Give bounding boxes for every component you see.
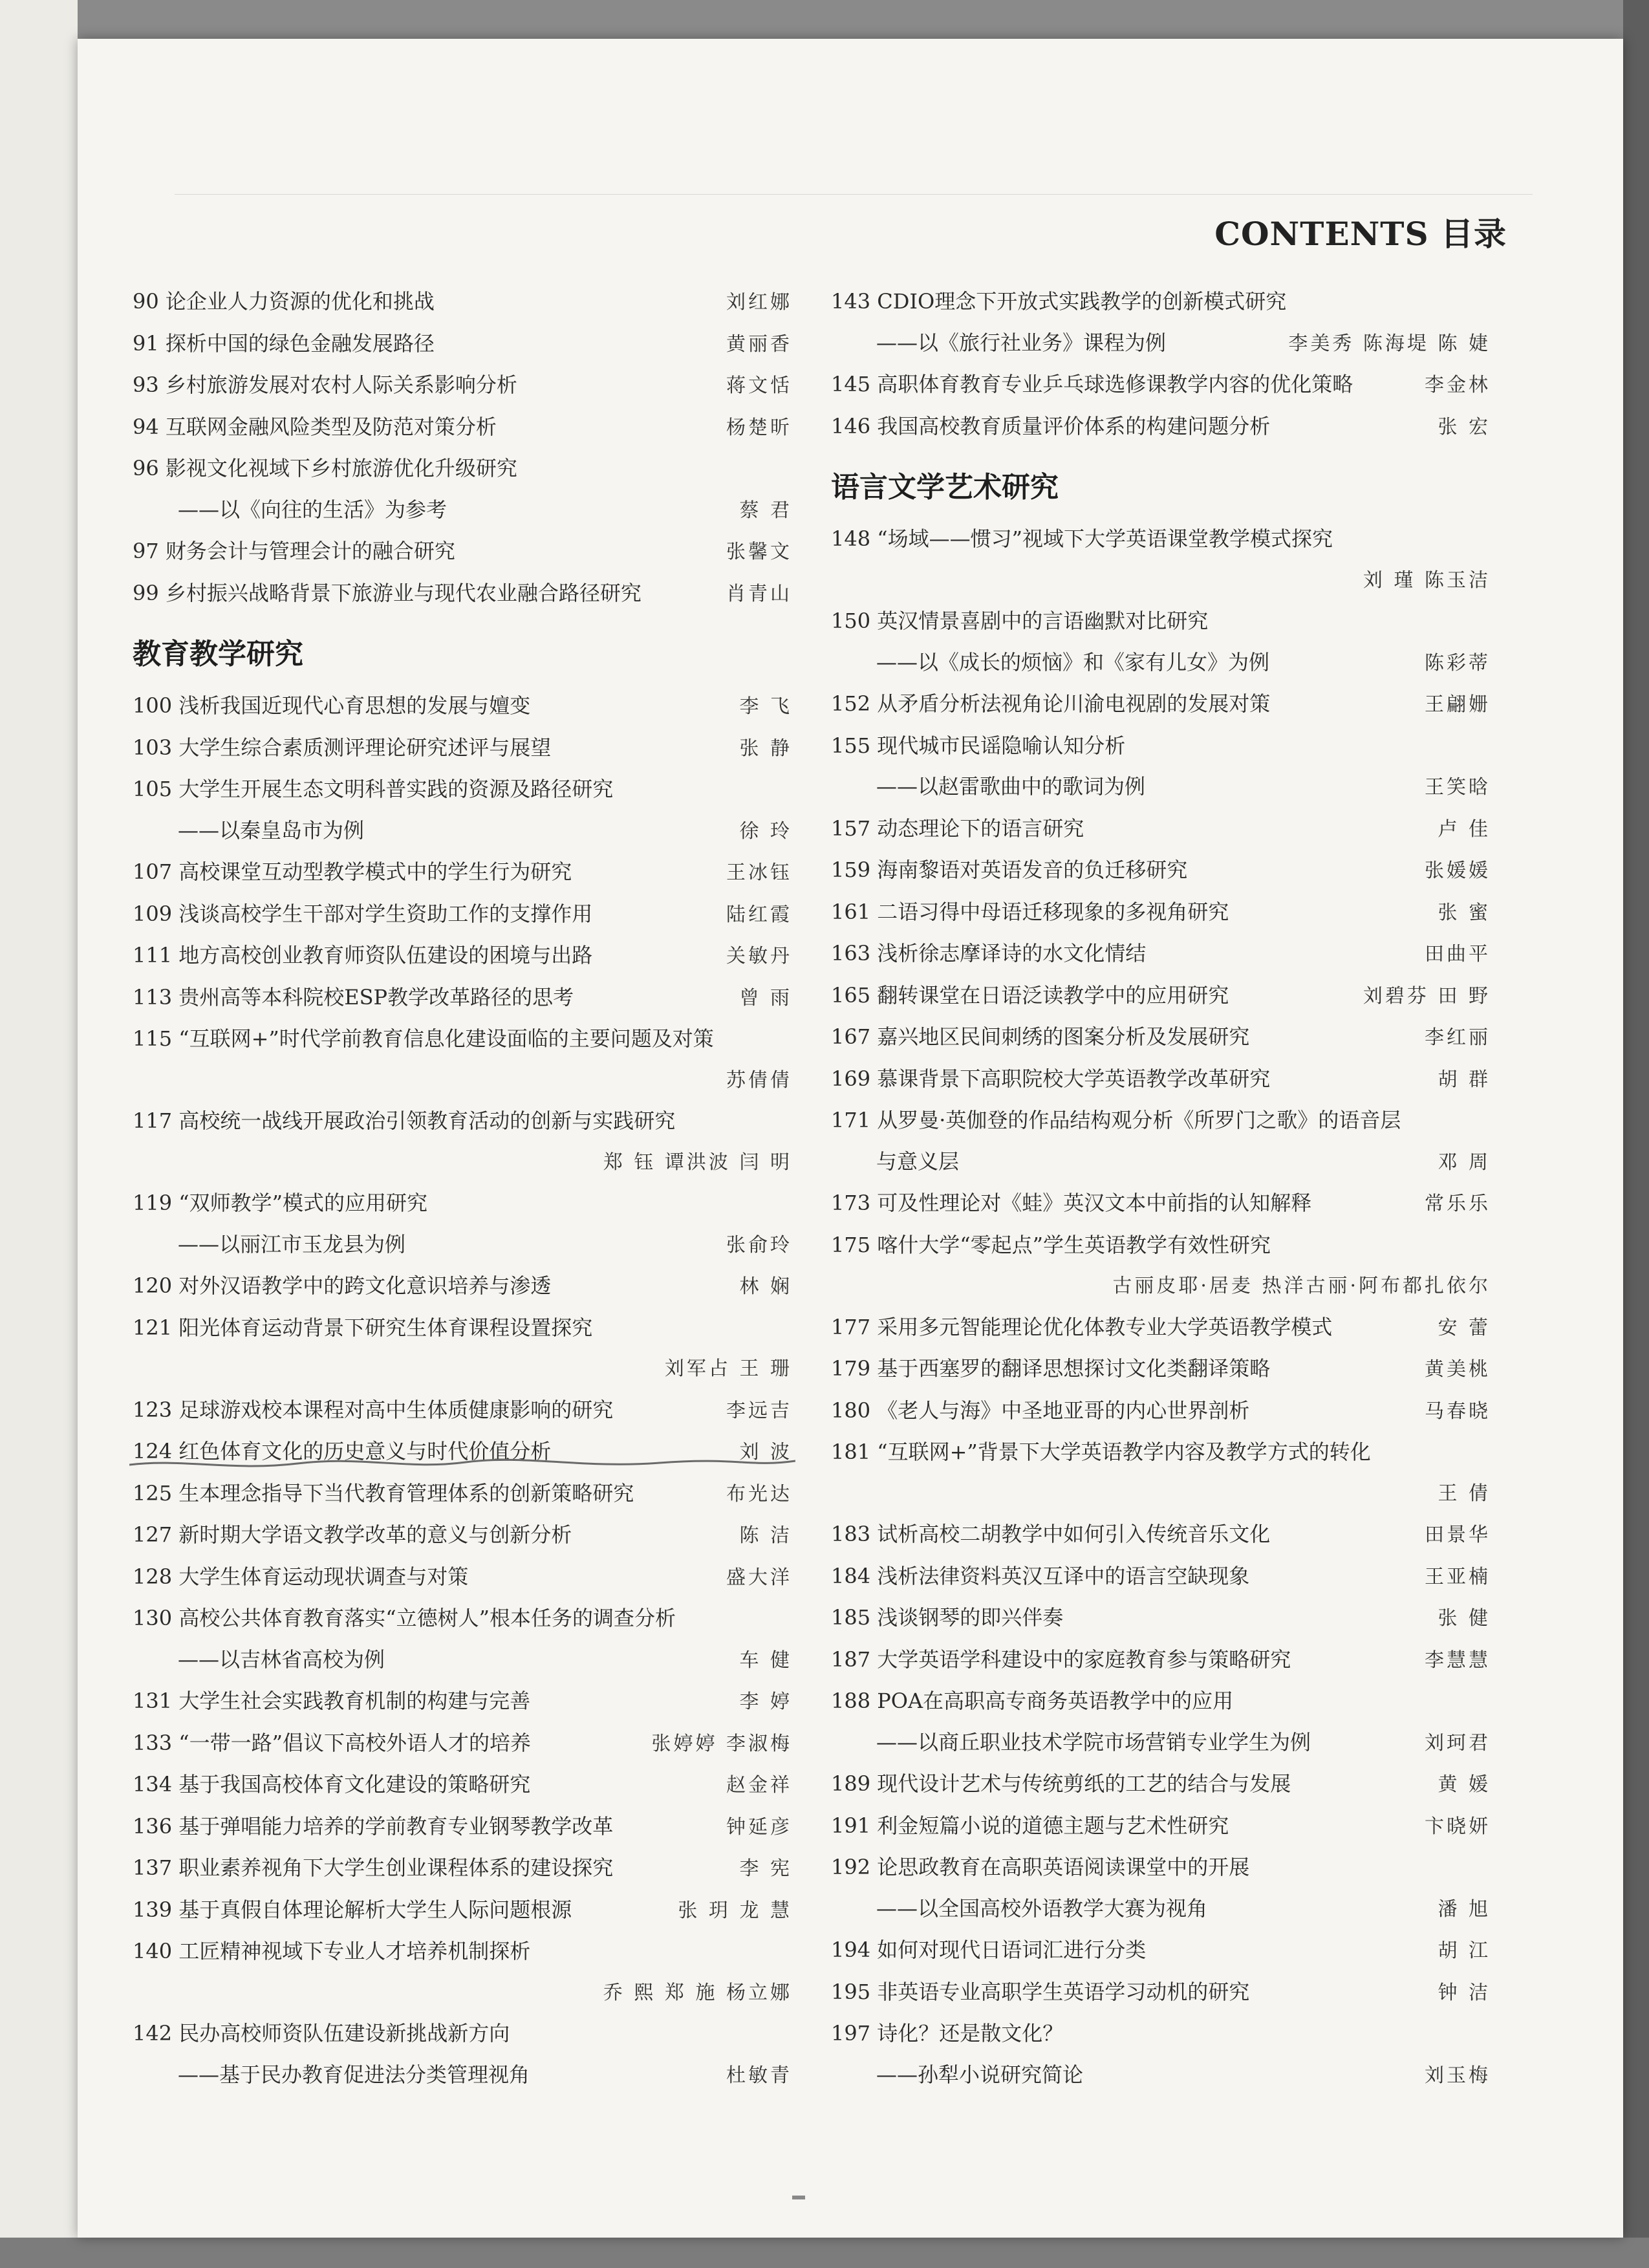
entry-title: 137 职业素养视角下大学生创业课程体系的建设探究 [133,1855,614,1880]
toc-entry [831,364,1491,406]
toc-subtitle [133,1639,792,1681]
toc-entry [831,1432,1491,1473]
toc-entry [133,2013,792,2055]
author-line [133,1060,792,1101]
toc-entry [133,407,792,449]
entry-title: ——以赵雷歌曲中的歌词为例 [876,774,1146,799]
entry-title: 184 浅析法律资料英汉互译中的语言空缺现象 [831,1563,1250,1588]
toc-entry [133,1183,792,1224]
toc-entry [831,1017,1491,1059]
toc-subtitle [831,1141,1491,1183]
toc-entry [831,850,1491,892]
entry-title: 139 基于真假自体理论解析大学生人际问题根源 [133,1897,572,1922]
entry-author: 赵金祥 [726,1774,792,1797]
toc-entry [133,1019,792,1060]
entry-author: 王翩姗 [1425,693,1491,716]
entry-title: ——以全国高校外语教学大赛为视角 [876,1895,1208,1921]
entry-author: 李金林 [1425,374,1491,396]
entry-title: 96 影视文化视域下乡村旅游优化升级研究 [133,456,517,481]
entry-author: 王亚楠 [1425,1565,1491,1588]
entry-title: ——以《向往的生活》为参考 [178,497,447,522]
entry-title: ——以秦皇岛市为例 [178,817,365,843]
entry-author: 古丽皮耶·居麦 热洋古丽·阿布都扎依尔 [1112,1275,1491,1297]
entry-title: 120 对外汉语教学中的跨文化意识培养与渗透 [133,1273,552,1298]
author-line [831,1266,1491,1307]
toc-entry [831,1764,1491,1806]
entry-title: 与意义层 [876,1149,960,1174]
entry-title: ——以吉林省高校为例 [178,1647,385,1672]
toc-entry [831,1806,1491,1848]
entry-title: 107 高校课堂互动型教学模式中的学生行为研究 [133,859,572,884]
entry-author: 李远吉 [726,1399,792,1422]
entry-title: 97 财务会计与管理会计的融合研究 [133,539,455,563]
entry-title: 181 “互联网+”背景下大学英语教学内容及教学方式的转化 [831,1440,1371,1464]
entry-title: 115 “互联网+”时代学前教育信息化建设面临的主要问题及对策 [133,1026,714,1051]
entry-author: 王 倩 [1438,1482,1491,1505]
toc-entry [831,684,1491,726]
entry-title: 124 红色体育文化的历史意义与时代价值分析 [133,1439,552,1463]
toc-entry [831,975,1491,1017]
toc-entry [133,1101,792,1142]
entry-author: 李美秀 陈海堤 陈 婕 [1288,332,1491,355]
entry-title: 133 “一带一路”倡议下高校外语人才的培养 [133,1730,531,1755]
entry-author: 钟 洁 [1438,1981,1491,2004]
entry-title: 163 浅析徐志摩译诗的水文化情结 [831,941,1147,966]
entry-author: 郑 钰 谭洪波 闫 明 [603,1150,792,1174]
entry-author: 布光达 [726,1482,792,1506]
entry-title: 127 新时期大学语文教学改革的意义与创新分析 [133,1522,572,1547]
toc-entry [831,2013,1491,2055]
toc-subtitle [831,323,1491,365]
toc-entry [831,1225,1491,1266]
entry-title: 103 大学生综合素质测评理论研究述评与展望 [133,735,552,760]
entry-title: 167 嘉兴地区民间刺绣的图案分析及发展研究 [831,1024,1250,1049]
toc-entry [133,1266,792,1308]
toc-entry [133,1890,792,1932]
entry-author: 卞晓妍 [1425,1815,1491,1838]
entry-author: 乔 熙 郑 施 杨立娜 [603,1981,792,2004]
entry-author: 黄 媛 [1438,1773,1491,1796]
toc-entry [133,1848,792,1890]
entry-title: 179 基于西塞罗的翻译思想探讨文化类翻译策略 [831,1356,1271,1381]
entry-author: 蒋文恬 [726,374,792,397]
entry-author: 刘玉梅 [1425,2064,1491,2087]
entry-title: 159 海南黎语对英语发音的负迁移研究 [831,858,1188,882]
toc-subtitle [133,1224,792,1266]
entry-author: 刘珂君 [1425,1731,1491,1755]
section-heading: 语言文学艺术研究 [831,471,1059,504]
entry-title: 185 浅谈钢琴的即兴伴奏 [831,1605,1064,1630]
author-line [133,1142,792,1183]
entry-author: 杜敏青 [726,2064,792,2087]
author-line [831,1473,1491,1515]
entry-title: 157 动态理论下的语言研究 [831,815,1084,841]
entry-title: 123 足球游戏校本课程对高中生体质健康影响的研究 [133,1397,614,1422]
toc-entry [133,769,792,810]
entry-title: 142 民办高校师资队伍建设新挑战新方向 [133,2021,510,2046]
entry-title: 136 基于弹唱能力培养的学前教育专业钢琴教学改革 [133,1813,614,1839]
entry-title: 99 乡村振兴战略背景下旅游业与现代农业融合路径研究 [133,580,641,605]
toc-entry [133,1308,792,1349]
entry-author: 田曲平 [1425,943,1491,966]
entry-title: 175 喀什大学“零起点”学生英语教学有效性研究 [831,1232,1271,1257]
entry-author: 刘碧芬 田 野 [1363,984,1491,1008]
entry-title: 195 非英语专业高职学生英语学习动机的研究 [831,1979,1250,2004]
toc-entry [133,1931,792,1972]
entry-author: 王笑晗 [1425,776,1491,799]
toc-entry [831,1972,1491,2014]
entry-author: 杨楚昕 [726,416,792,439]
entry-author: 张 玥 龙 慧 [678,1899,792,1922]
toc-entry [133,1557,792,1599]
entry-author: 常乐乐 [1425,1193,1491,1215]
page-mark [792,2196,805,2199]
toc-subtitle [831,766,1491,808]
entry-author: 张俞玲 [726,1233,792,1257]
toc-entry [133,728,792,770]
toc-entry [133,1515,792,1557]
scan-right-edge [1623,0,1649,2268]
entry-title: 113 贵州高等本科院校ESP教学改革路径的思考 [133,984,574,1010]
toc-entry [831,1930,1491,1972]
toc-entry [831,1348,1491,1390]
entry-author: 张媛媛 [1425,859,1491,882]
entry-title: 93 乡村旅游发展对农村人际关系影响分析 [133,373,517,397]
scan-bottom-edge [0,2238,1649,2268]
entry-author: 张 健 [1438,1607,1491,1630]
entry-title: 134 基于我国高校体育文化建设的策略研究 [133,1772,531,1797]
toc-entry [133,1473,792,1515]
entry-author: 关敏丹 [726,945,792,967]
entry-title: ——以丽江市玉龙县为例 [178,1231,406,1257]
entry-title: 105 大学生开展生态文明科普实践的资源及路径研究 [133,777,614,801]
toc-entry [133,365,792,407]
entry-title: 187 大学英语学科建设中的家庭教育参与策略研究 [831,1647,1291,1672]
entry-title: ——以商丘职业技术学院市场营销专业学生为例 [876,1729,1311,1755]
author-line [133,1972,792,2014]
toc-entry [133,1598,792,1639]
entry-title: 146 我国高校教育质量评价体系的构建问题分析 [831,413,1271,438]
toc-entry [831,1390,1491,1432]
pen-scribble-underline [129,1457,795,1473]
entry-author: 马春晓 [1425,1399,1491,1423]
entry-author: 张婷婷 李淑梅 [651,1732,792,1755]
entry-author: 肖青山 [726,582,792,605]
entry-author: 胡 群 [1438,1068,1491,1091]
toc-entry [831,1100,1491,1141]
entry-author: 刘红娜 [726,291,792,314]
entry-author: 张 宏 [1438,415,1491,438]
toc-entry [133,281,792,323]
toc-entry [831,601,1491,642]
entry-title: 194 如何对现代日语词汇进行分类 [831,1938,1147,1962]
entry-title: 169 慕课背景下高职院校大学英语教学改革研究 [831,1066,1271,1091]
entry-title: 119 “双师教学”模式的应用研究 [133,1191,427,1215]
toc-subtitle [831,1722,1491,1764]
toc-entry [831,808,1491,850]
entry-title: 197 诗化？还是散文化？ [831,2021,1064,2046]
toc-entry [133,1390,792,1432]
toc-subtitle [133,490,792,532]
toc-entry [831,726,1491,767]
toc-entry [133,977,792,1019]
entry-title: 117 高校统一战线开展政治引领教育活动的创新与实践研究 [133,1108,676,1133]
toc-entry [831,1307,1491,1349]
toc-subtitle [831,642,1491,684]
entry-title: 173 可及性理论对《蛙》英汉文本中前指的认知解释 [831,1191,1312,1215]
entry-title: 131 大学生社会实践教育机制的构建与完善 [133,1689,531,1713]
entry-author: 陆红霞 [726,903,792,926]
entry-author: 陈彩蒂 [1425,651,1491,675]
entry-title: 145 高职体育教育专业乒乓球选修课教学内容的优化策略 [831,372,1353,396]
toc-subtitle [133,810,792,852]
author-line [831,560,1491,601]
toc-entry [831,1556,1491,1598]
entry-title: 100 浅析我国近现代心育思想的发展与嬗变 [133,693,531,718]
entry-title: 183 试析高校二胡教学中如何引入传统音乐文化 [831,1522,1271,1546]
entry-title: 140 工匠精神视域下专业人才培养机制探析 [133,1939,531,1963]
toc-entry [133,573,792,615]
toc-entry [831,1183,1491,1225]
toc-entry [133,894,792,936]
entry-author: 李红丽 [1425,1026,1491,1049]
entry-author: 胡 江 [1438,1939,1491,1962]
entry-title: ——基于民办教育促进法分类管理视角 [178,2062,530,2087]
toc-subtitle [133,2055,792,2097]
bleed-through-rule [175,194,1533,195]
entry-title: 130 高校公共体育教育落实“立德树人”根本任务的调查分析 [133,1606,676,1630]
entry-title: 161 二语习得中母语迁移现象的多视角研究 [831,899,1229,924]
toc-entry [831,1514,1491,1556]
entry-author: 黄丽香 [726,332,792,356]
entry-author: 田景华 [1425,1524,1491,1546]
entry-author: 钟延彦 [726,1815,792,1839]
entry-title: 91 探析中国的绿色金融发展路径 [133,330,435,356]
entry-title: 165 翻转课堂在日语泛读教学中的应用研究 [831,982,1229,1008]
entry-author: 王冰钰 [726,861,792,884]
entry-title: 128 大学生体育运动现状调查与对策 [133,1564,469,1589]
entry-title: 180 《老人与海》中圣地亚哥的内心世界剖析 [831,1398,1250,1423]
toc-entry [831,406,1491,448]
contents-title: CONTENTS 目录 [1214,215,1507,253]
entry-author: 张 静 [739,737,792,760]
toc-entry [133,1681,792,1723]
entry-title: 152 从矛盾分析法视角论川渝电视剧的发展对策 [831,691,1271,716]
toc-entry [831,281,1491,323]
entry-author: 车 健 [739,1648,792,1672]
toc-entry [133,531,792,573]
entry-author: 李 飞 [739,695,792,718]
entry-author: 林 娴 [739,1275,792,1298]
author-line [133,1348,792,1390]
toc-entry [133,935,792,977]
entry-author: 黄美桃 [1425,1358,1491,1381]
entry-author: 陈 洁 [739,1524,792,1547]
entry-title: 192 论思政教育在高职英语阅读课堂中的开展 [831,1855,1250,1879]
entry-title: 188 POA在高职高专商务英语教学中的应用 [831,1689,1234,1713]
entry-title: 111 地方高校创业教育师资队伍建设的困境与出路 [133,943,593,967]
entry-title: 171 从罗曼·英伽登的作品结构观分析《所罗门之歌》的语音层 [831,1108,1401,1132]
entry-title: 125 生本理念指导下当代教育管理体系的创新策略研究 [133,1480,634,1506]
toc-entry [831,1639,1491,1681]
section-heading: 教育教学研究 [133,638,303,671]
toc-subtitle [831,1888,1491,1930]
toc-entry [831,892,1491,934]
toc-entry [831,519,1491,560]
entry-title: 148 “场域——惯习”视域下大学英语课堂教学模式探究 [831,526,1333,551]
entry-author: 刘 波 [739,1441,792,1463]
entry-author: 张馨文 [726,541,792,563]
entry-title: 189 现代设计艺术与传统剪纸的工艺的结合与发展 [831,1771,1291,1796]
entry-title: 94 互联网金融风险类型及防范对策分析 [133,414,497,439]
entry-author: 邓 周 [1438,1150,1491,1174]
entry-author: 李 宪 [739,1857,792,1880]
toc-entry [133,1806,792,1848]
entry-author: 盛大洋 [726,1566,792,1589]
entry-title: 143 CDIO理念下开放式实践教学的创新模式研究 [831,289,1287,314]
entry-author: 曾 雨 [739,986,792,1010]
entry-author: 蔡 君 [739,499,792,522]
entry-title: 109 浅谈高校学生干部对学生资助工作的支撑作用 [133,901,593,926]
entry-author: 刘 瑾 陈玉洁 [1363,568,1491,592]
toc-entry [133,1764,792,1806]
scan-left-margin [0,0,78,2268]
entry-title: 177 采用多元智能理论优化体教专业大学英语教学模式 [831,1314,1333,1339]
toc-subtitle [831,2055,1491,2097]
right-column [831,281,1491,2096]
entry-author: 潘 旭 [1438,1897,1491,1921]
toc-entry [831,1847,1491,1888]
entry-author: 安 蕾 [1438,1316,1491,1339]
toc-entry [831,1597,1491,1639]
entry-author: 张 蜜 [1438,901,1491,924]
entry-title: 150 英汉情景喜剧中的言语幽默对比研究 [831,609,1209,633]
toc-entry [831,1059,1491,1101]
entry-author: 卢 佳 [1438,817,1491,841]
entry-title: 90 论企业人力资源的优化和挑战 [133,289,435,314]
toc-entry [831,1681,1491,1722]
toc-entry [133,852,792,894]
left-column [133,281,792,2096]
entry-title: 121 阳光体育运动背景下研究生体育课程设置探究 [133,1315,593,1340]
entry-title: 191 利金短篇小说的道德主题与艺术性研究 [831,1813,1229,1838]
entry-author: 徐 玲 [739,819,792,843]
entry-title: ——以《成长的烦恼》和《家有儿女》为例 [876,649,1270,675]
toc-entry [133,323,792,365]
entry-author: 李慧慧 [1425,1648,1491,1672]
entry-author: 李 婷 [739,1690,792,1713]
entry-author: 刘军占 王 珊 [664,1357,792,1380]
toc-entry [133,1723,792,1765]
toc-entry [831,933,1491,975]
entry-title: ——孙犁小说研究简论 [876,2062,1084,2087]
toc-entry [133,686,792,728]
toc-entry [133,448,792,490]
entry-author: 苏倩倩 [726,1068,792,1092]
entry-title: ——以《旅行社业务》课程为例 [876,330,1167,355]
entry-title: 155 现代城市民谣隐喻认知分析 [831,733,1126,758]
